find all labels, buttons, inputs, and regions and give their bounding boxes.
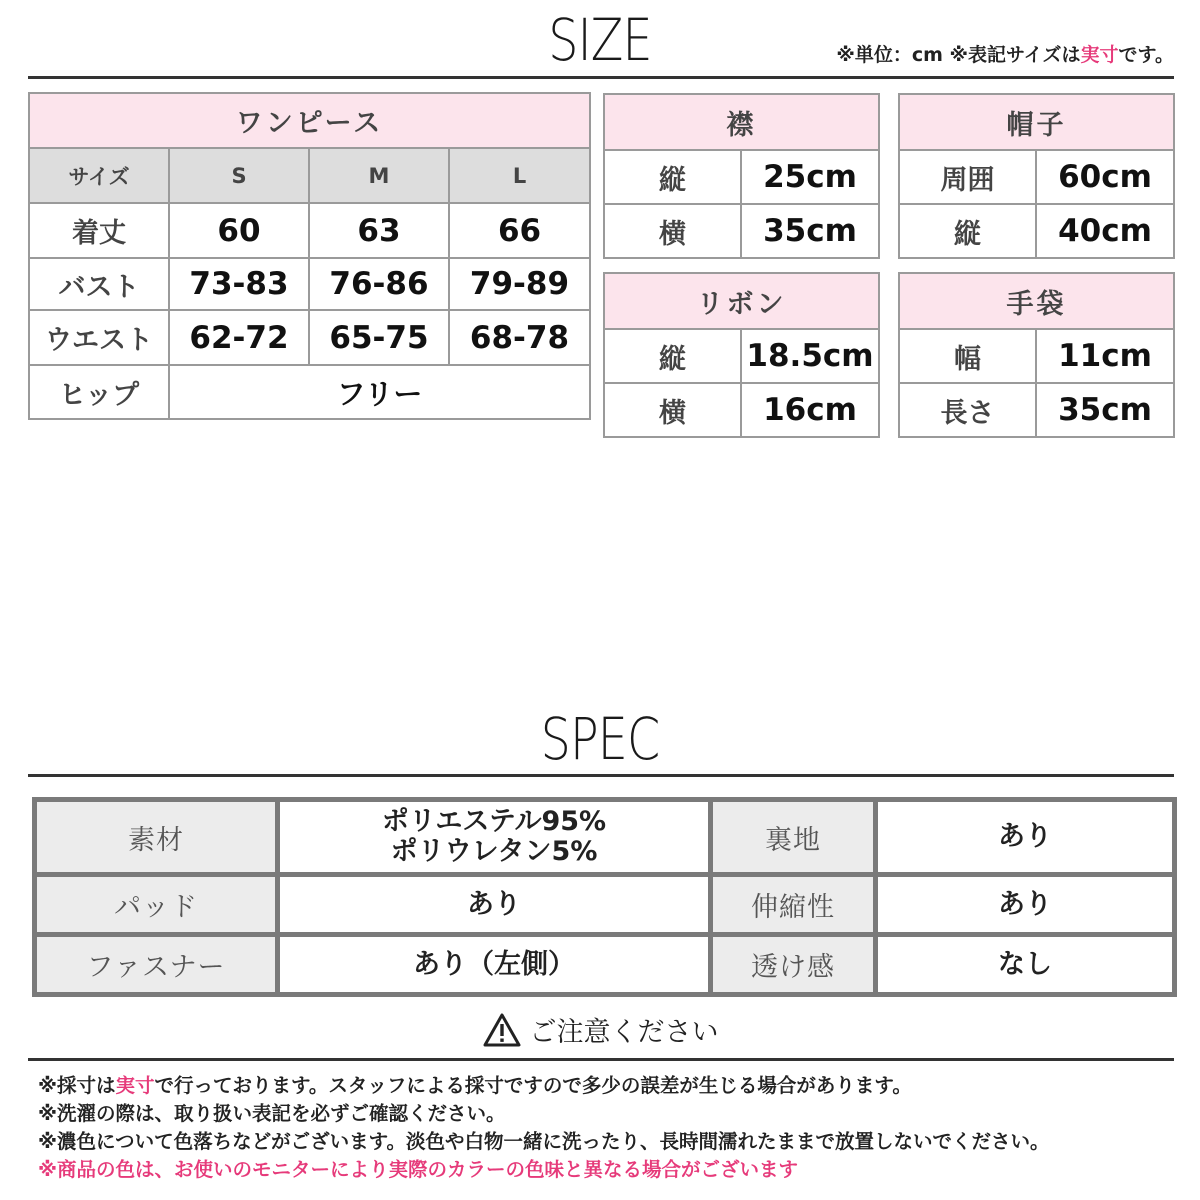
cell-value: 25cm xyxy=(741,150,879,204)
table-row xyxy=(29,203,590,258)
cell-value: 60 xyxy=(169,203,309,258)
row-label-waist: ウエスト xyxy=(29,310,169,365)
gloves-title: 手袋 xyxy=(899,273,1174,329)
spec-heading: SPEC xyxy=(540,705,660,773)
row-label: 縦 xyxy=(604,150,741,204)
gloves-size-table xyxy=(898,272,1175,438)
row-label-bust: バスト xyxy=(29,258,169,310)
spec-key-sheerness: 透け感 xyxy=(711,935,876,995)
row-label-hip: ヒップ xyxy=(29,365,169,419)
row-label: 幅 xyxy=(899,329,1036,383)
row-label: 長さ xyxy=(899,383,1036,437)
caution-notes xyxy=(38,1072,1050,1184)
cell-value: 35cm xyxy=(1036,383,1174,437)
table-row xyxy=(604,204,879,258)
table-row xyxy=(35,800,1175,875)
col-header-size: サイズ xyxy=(29,148,169,203)
cell-value: 65-75 xyxy=(309,310,449,365)
spec-key-pad: パッド xyxy=(35,875,278,935)
hat-title: 帽子 xyxy=(899,94,1174,150)
spec-divider xyxy=(28,774,1174,777)
row-label: 縦 xyxy=(604,329,741,383)
table-row xyxy=(35,935,1175,995)
spec-value-lining: あり xyxy=(876,800,1175,875)
cell-value: 40cm xyxy=(1036,204,1174,258)
cell-value: 11cm xyxy=(1036,329,1174,383)
warning-icon xyxy=(482,1017,530,1048)
table-row xyxy=(29,258,590,310)
table-row xyxy=(899,329,1174,383)
collar-size-table xyxy=(603,93,880,259)
onepiece-size-table xyxy=(28,92,591,420)
spec-value-material: ポリエステル95% ポリウレタン5% xyxy=(278,800,711,875)
caution-title: ご注意ください xyxy=(0,1010,1200,1049)
size-heading: SIZE xyxy=(548,6,652,74)
spec-key-stretch: 伸縮性 xyxy=(711,875,876,935)
ribbon-title: リボン xyxy=(604,273,879,329)
cell-value: 35cm xyxy=(741,204,879,258)
spec-value-sheerness: なし xyxy=(876,935,1175,995)
spec-value-pad: あり xyxy=(278,875,711,935)
note-line: ※採寸は実寸で行っております。スタッフによる採寸ですので多少の誤差が生じる場合があります。 xyxy=(38,1074,912,1097)
table-row xyxy=(35,875,1175,935)
col-header-l: L xyxy=(449,148,590,203)
cell-value: 60cm xyxy=(1036,150,1174,204)
spec-value-zipper: あり（左側） xyxy=(278,935,711,995)
spec-key-zipper: ファスナー xyxy=(35,935,278,995)
cell-value: 62-72 xyxy=(169,310,309,365)
spec-key-lining: 裏地 xyxy=(711,800,876,875)
col-header-s: S xyxy=(169,148,309,203)
table-row xyxy=(604,329,879,383)
row-label: 周囲 xyxy=(899,150,1036,204)
cell-value: 16cm xyxy=(741,383,879,437)
table-row xyxy=(899,150,1174,204)
size-divider xyxy=(28,76,1174,79)
row-label: 縦 xyxy=(899,204,1036,258)
ribbon-size-table xyxy=(603,272,880,438)
hat-size-table xyxy=(898,93,1175,259)
row-label-length: 着丈 xyxy=(29,203,169,258)
table-row xyxy=(899,383,1174,437)
cell-value: 76-86 xyxy=(309,258,449,310)
note-line: ※商品の色は、お使いのモニターにより実際のカラーの色味と異なる場合がございます xyxy=(38,1158,798,1181)
note-line: ※濃色について色落ちなどがございます。淡色や白物一緒に洗ったり、長時間濡れたままで放置しないでください。 xyxy=(38,1130,1050,1153)
spec-table xyxy=(32,797,1177,997)
unit-note: ※単位：cm ※表記サイズは実寸です。 xyxy=(836,44,1174,66)
note-line: ※洗濯の際は、取り扱い表記を必ずご確認ください。 xyxy=(38,1102,506,1125)
row-label: 横 xyxy=(604,204,741,258)
cell-value: 73-83 xyxy=(169,258,309,310)
table-row xyxy=(29,310,590,365)
row-label: 横 xyxy=(604,383,741,437)
cell-value: 79-89 xyxy=(449,258,590,310)
onepiece-title: ワンピース xyxy=(29,93,590,148)
table-row xyxy=(604,150,879,204)
spec-value-stretch: あり xyxy=(876,875,1175,935)
table-row xyxy=(604,383,879,437)
cell-value: 66 xyxy=(449,203,590,258)
caution-divider xyxy=(28,1058,1174,1061)
col-header-m: M xyxy=(309,148,449,203)
collar-title: 襟 xyxy=(604,94,879,150)
cell-value: 63 xyxy=(309,203,449,258)
cell-value: 68-78 xyxy=(449,310,590,365)
cell-value: フリー xyxy=(169,365,590,419)
cell-value: 18.5cm xyxy=(741,329,879,383)
spec-key-material: 素材 xyxy=(35,800,278,875)
table-row xyxy=(29,365,590,419)
table-row xyxy=(899,204,1174,258)
